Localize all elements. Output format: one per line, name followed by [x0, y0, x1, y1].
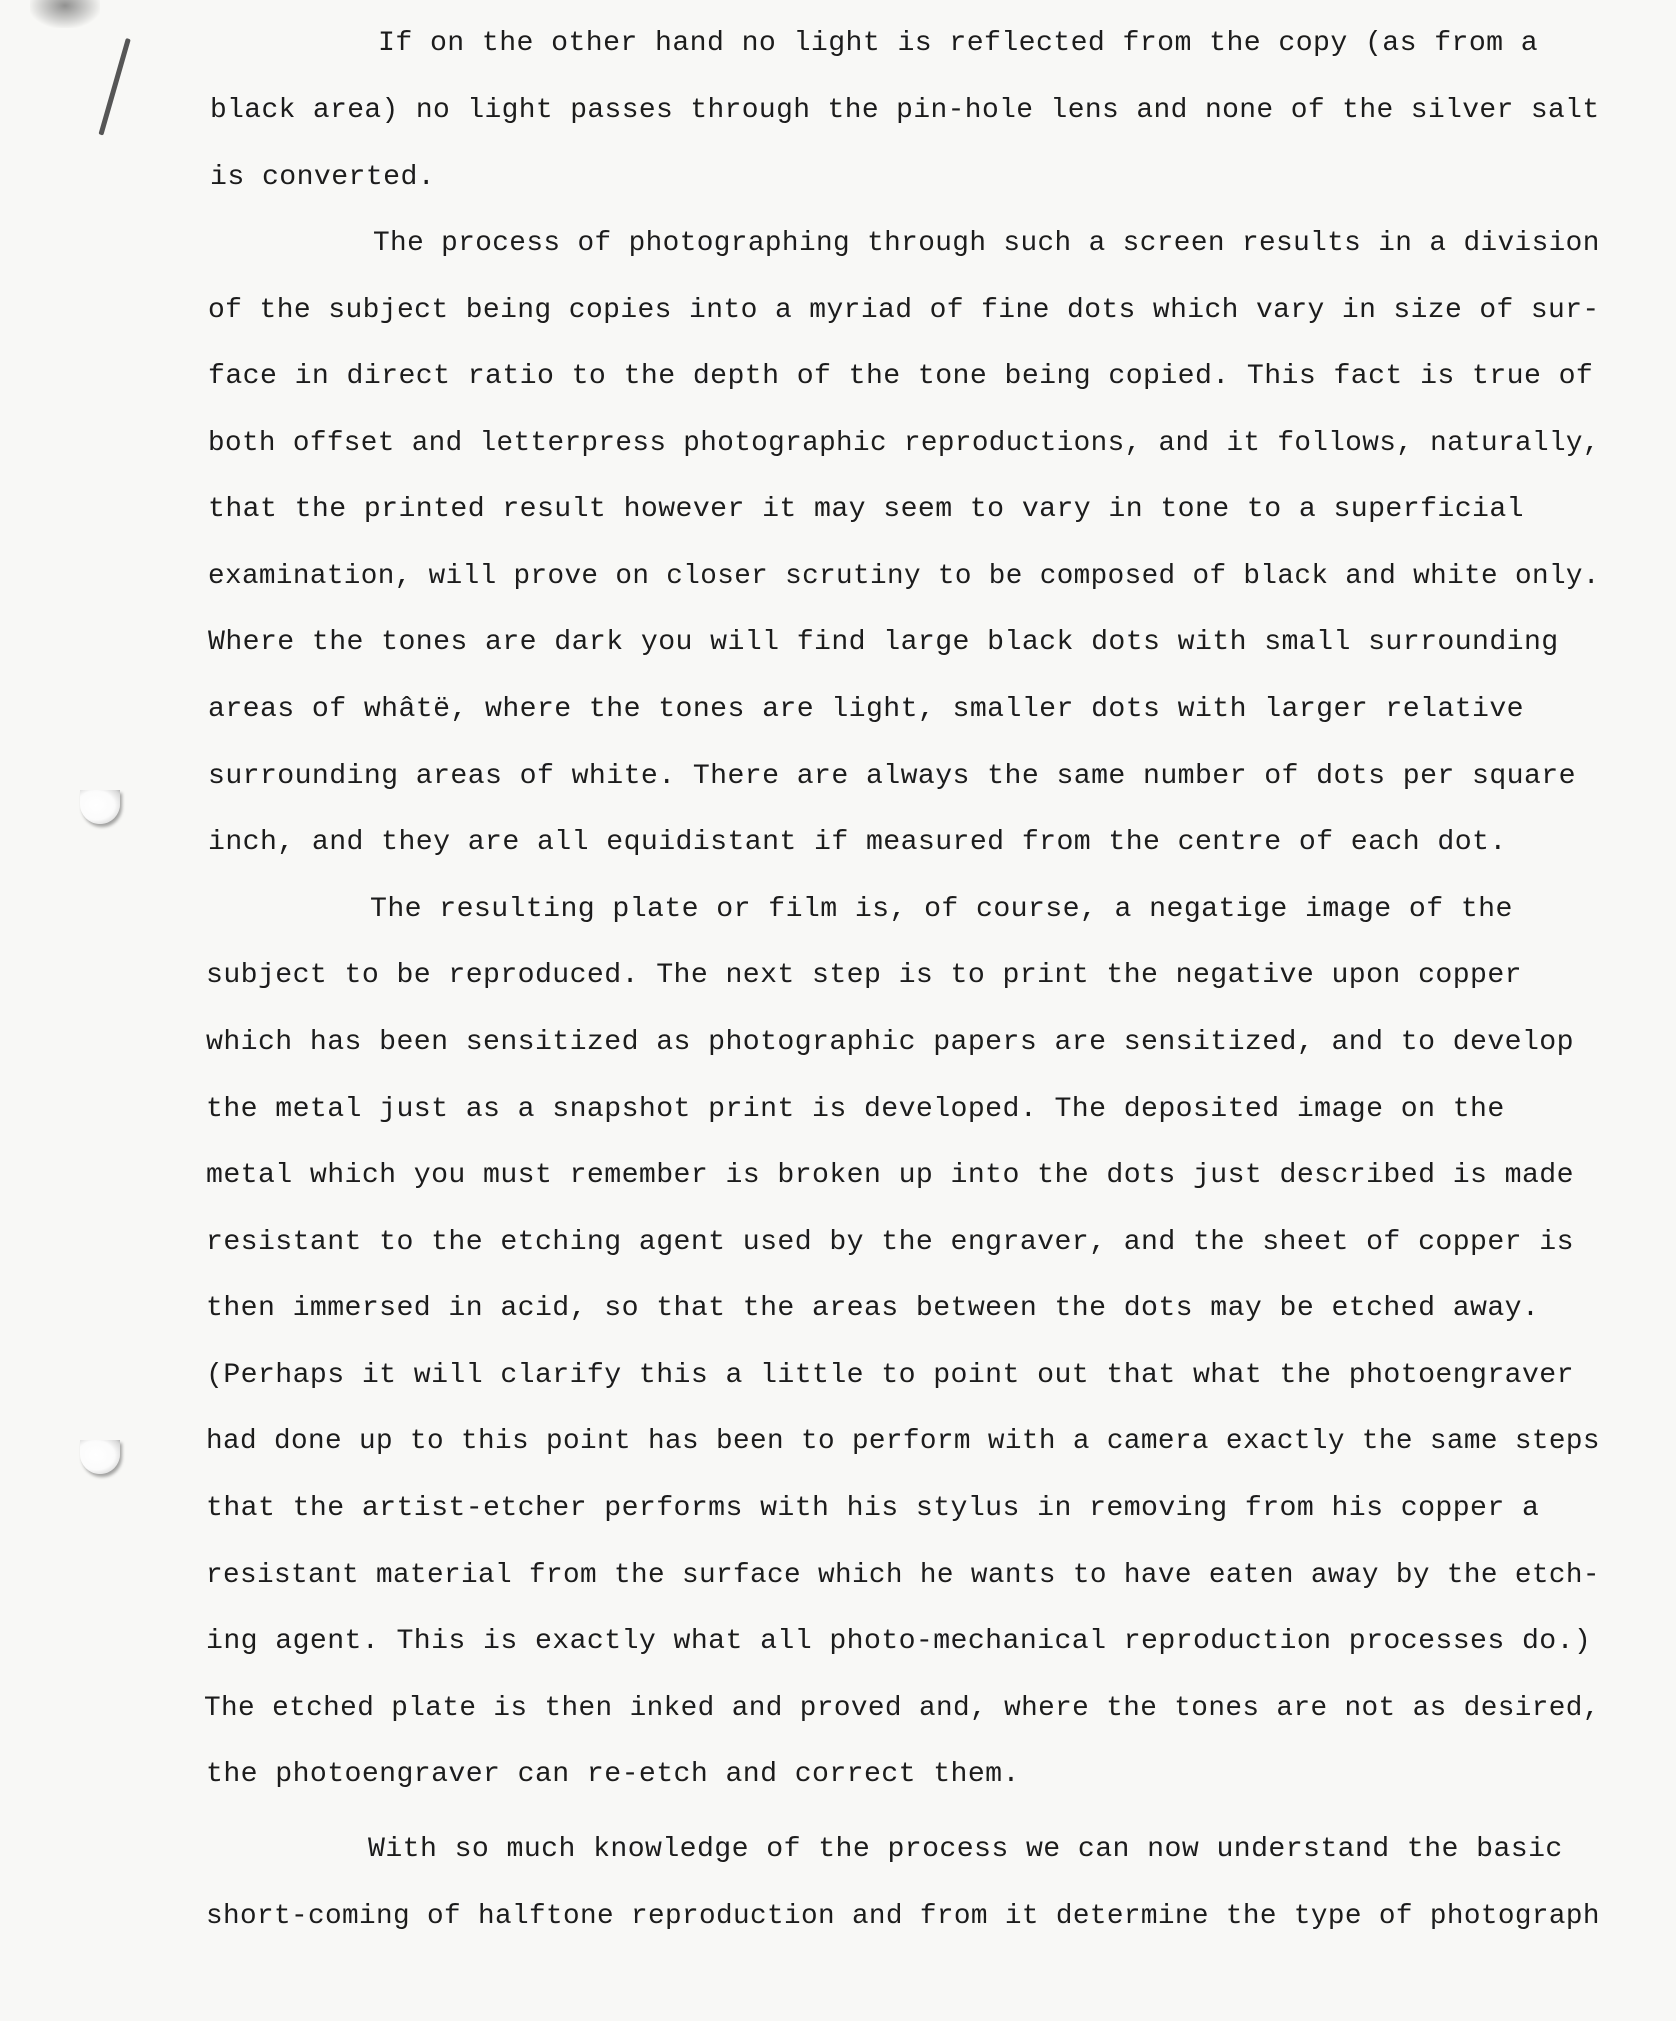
text-line: that the artist-etcher performs with his stylus in removing from his copper a: [206, 1493, 1540, 1524]
text-line: the metal just as a snapshot print is developed. The deposited image on the: [206, 1094, 1505, 1125]
corner-smudge: [30, 0, 100, 28]
text-line: Where the tones are dark you will find large black dots with small surrounding: [208, 627, 1559, 658]
text-line: is converted.: [210, 162, 436, 193]
text-line: then immersed in acid, so that the areas between the dots may be etched away.: [206, 1293, 1540, 1324]
text-line: examination, will prove on closer scrutiny to be composed of black and white only.: [208, 561, 1600, 592]
text-line: areas of whâtë, where the tones are light, smaller dots with larger relative: [208, 694, 1524, 725]
punch-hole-icon: [80, 790, 120, 824]
text-line: subject to be reproduced. The next step is to print the negative upon copper: [206, 960, 1522, 991]
text-line: metal which you must remember is broken up into the dots just described is made: [206, 1160, 1574, 1191]
text-line: face in direct ratio to the depth of the tone being copied. This fact is true of: [208, 361, 1594, 392]
text-line: resistant to the etching agent used by the engraver, and the sheet of copper is: [206, 1227, 1574, 1258]
text-line: inch, and they are all equidistant if measured from the centre of each dot.: [208, 827, 1507, 858]
text-line: which has been sensitized as photographic papers are sensitized, and to develop: [206, 1027, 1574, 1058]
text-line: If on the other hand no light is reflected from the copy (as from a: [378, 28, 1539, 59]
text-line: The resulting plate or film is, of course, a negatige image of the: [370, 894, 1513, 925]
text-line: ing agent. This is exactly what all photo-mechanical reproduction processes do.): [206, 1626, 1592, 1657]
text-line: With so much knowledge of the process we can now understand the basic: [368, 1834, 1563, 1865]
text-line: both offset and letterpress photographic reproductions, and it follows, naturally,: [208, 428, 1600, 459]
text-line: of the subject being copies into a myriad of fine dots which vary in size of sur-: [208, 295, 1600, 326]
text-line: The etched plate is then inked and proved and, where the tones are not as desired,: [204, 1693, 1600, 1724]
text-line: the photoengraver can re-etch and correct them.: [206, 1759, 1020, 1790]
text-line: resistant material from the surface which he wants to have eaten away by the etch-: [206, 1560, 1600, 1591]
text-line: that the printed result however it may seem to vary in tone to a superficial: [208, 494, 1524, 525]
text-line: The process of photographing through such a screen results in a division: [373, 228, 1600, 259]
text-line: black area) no light passes through the pin-hole lens and none of the silver salt: [210, 95, 1600, 126]
text-line: had done up to this point has been to perform with a camera exactly the same steps: [206, 1426, 1600, 1457]
punch-hole-icon: [80, 1440, 120, 1474]
text-line: (Perhaps it will clarify this a little to point out that what the photoengraver: [206, 1360, 1574, 1391]
text-line: surrounding areas of white. There are always the same number of dots per square: [208, 761, 1576, 792]
pencil-margin-mark: [98, 38, 130, 136]
text-line: short-coming of halftone reproduction and from it determine the type of photograph: [206, 1901, 1600, 1932]
